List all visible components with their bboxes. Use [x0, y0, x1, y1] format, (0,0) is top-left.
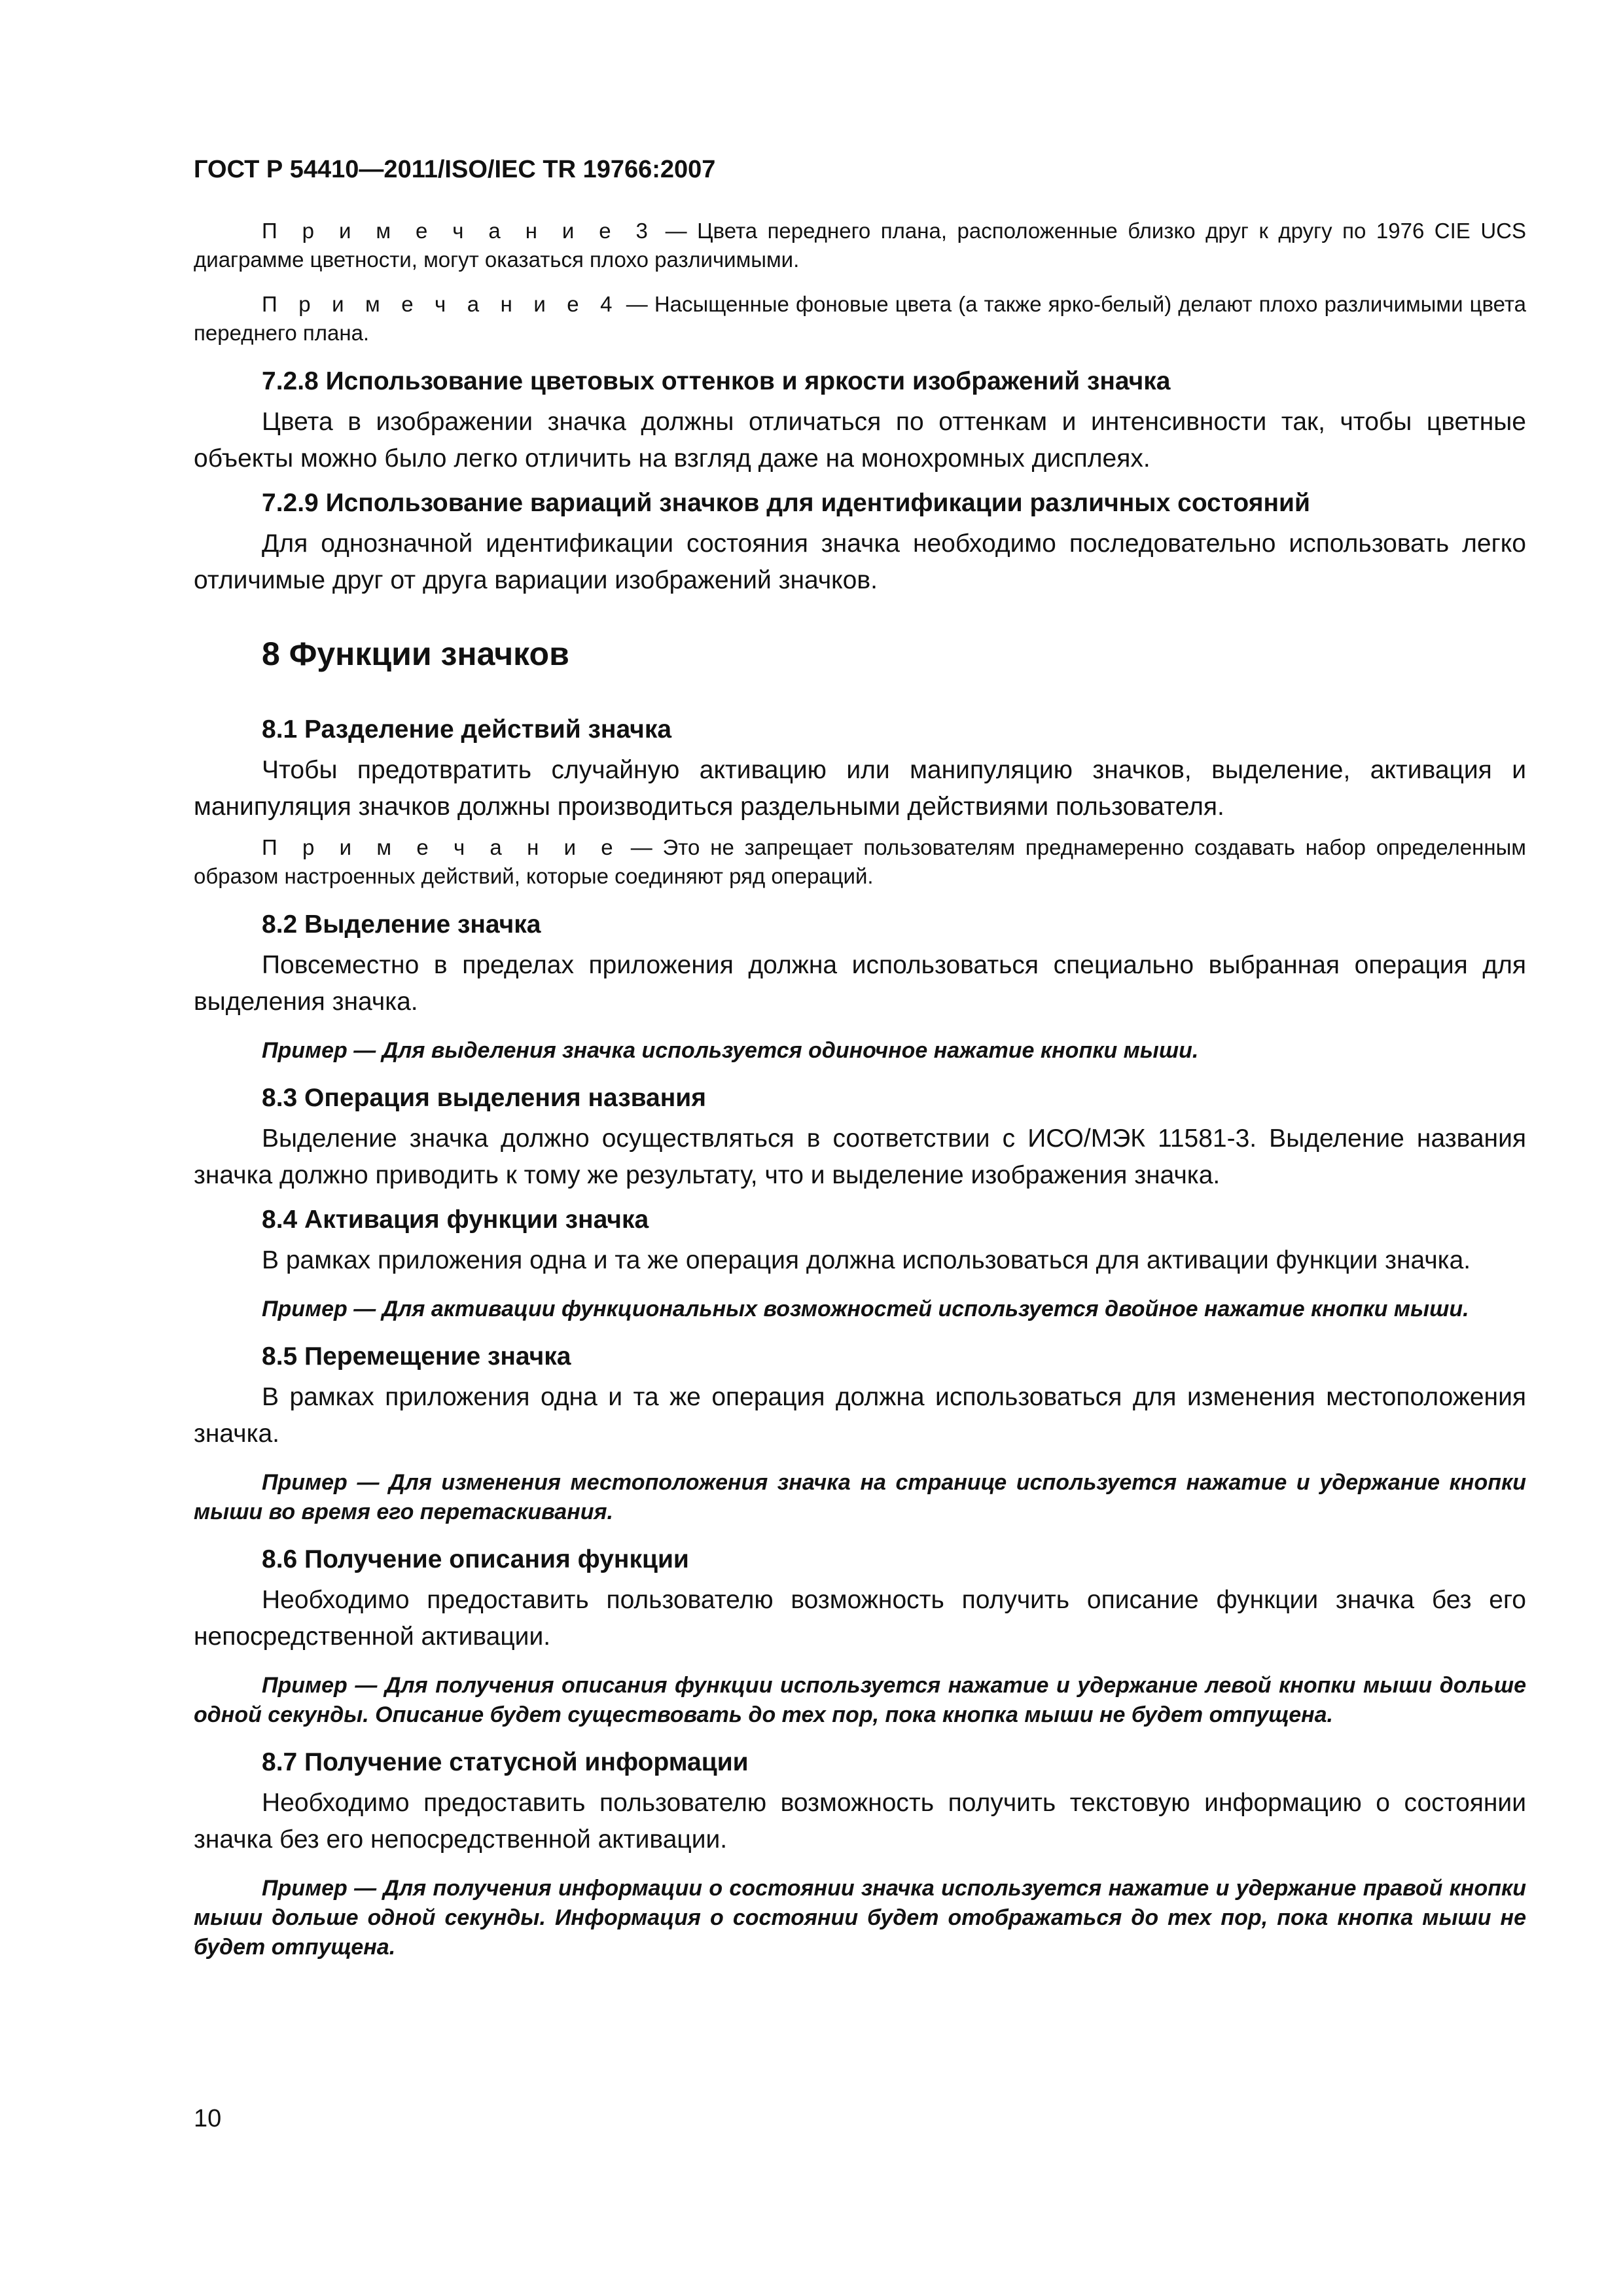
document-header: ГОСТ Р 54410—2011/ISO/IEC TR 19766:2007: [194, 156, 716, 183]
heading-8-1: 8.1 Разделение действий значка: [262, 715, 672, 744]
paragraph-8-6: Необходимо предоставить пользователю возможность получить описание функции значка без его непосредственной активации.: [194, 1586, 1526, 1651]
heading-7-2-8: 7.2.8 Использование цветовых оттенков и яркости изображений значка: [262, 367, 1171, 395]
heading-8-7: 8.7 Получение статусной информации: [262, 1748, 749, 1776]
heading-8-5: 8.5 Перемещение значка: [262, 1342, 571, 1371]
example-8-4: Пример — Для активации функциональных возможностей используется двойное нажатие кнопки мыши.: [262, 1297, 1469, 1321]
note-label: П р и м е ч а н и е: [262, 835, 620, 859]
note-8-1: [194, 833, 1526, 891]
note-text: — Насыщенные фоновые цвета (а также ярко-белый) делают плохо различимыми цвета переднего плана.: [194, 292, 1527, 345]
example-8-5: Пример — Для изменения местоположения значка на странице используется нажатие и удержание кнопки мыши во время его перетаскивания.: [194, 1470, 1526, 1524]
document-page: [194, 156, 1526, 1977]
page-number: 10: [194, 2105, 222, 2132]
heading-8-6: 8.6 Получение описания функции: [262, 1545, 689, 1573]
note-text: — Цвета переднего плана, расположенные близко друг к другу по 1976 CIE UCS диаграмме цветности, могут оказаться плохо различимыми.: [194, 219, 1526, 272]
paragraph-8-2: Повсеместно в пределах приложения должна использоваться специально выбранная операция для выделения значка.: [194, 951, 1526, 1016]
section-8-title: 8 Функции значков: [262, 636, 569, 672]
note-label: П р и м е ч а н и е 3: [262, 219, 656, 243]
paragraph-7-2-9: Для однозначной идентификации состояния значка необходимо последовательно использовать легко отличимые друг от друга вариации изображений значков.: [194, 529, 1526, 594]
paragraph-8-5: В рамках приложения одна и та же операция должна использоваться для изменения местоположения значка.: [194, 1383, 1526, 1448]
heading-7-2-9: 7.2.9 Использование вариаций значков для идентификации различных состояний: [262, 489, 1310, 517]
paragraph-8-1: Чтобы предотвратить случайную активацию или манипуляцию значков, выделение, активация и манипуляция значков должны производиться раздельными действиями пользователя.: [194, 756, 1526, 821]
heading-8-2: 8.2 Выделение значка: [262, 910, 541, 939]
paragraph-7-2-8: Цвета в изображении значка должны отличаться по оттенкам и интенсивности так, чтобы цветные объекты можно было легко отличить на взгляд даже на монохромных дисплеях.: [194, 408, 1526, 473]
paragraph-8-3: Выделение значка должно осуществляться в соответствии с ИСО/МЭК 11581-3. Выделение названия значка должно приводить к тому же результату, что и выделение изображения значка.: [194, 1124, 1526, 1189]
note-3: [194, 217, 1526, 274]
example-8-6: Пример — Для получения описания функции используется нажатие и удержание левой кнопки мыши дольше одной секунды. Описание будет существовать до тех пор, пока кнопка мыши не будет отпущена.: [194, 1673, 1526, 1727]
note-4: [194, 290, 1526, 348]
example-8-7: Пример — Для получения информации о состоянии значка используется нажатие и удержание правой кнопки мыши дольше одной секунды. Информация о состоянии будет отображаться до тех пор, пока кнопка мыши не будет отпущена.: [194, 1876, 1526, 1960]
heading-8-3: 8.3 Операция выделения названия: [262, 1084, 707, 1112]
paragraph-8-4: В рамках приложения одна и та же операция должна использоваться для активации функции значка.: [262, 1246, 1471, 1274]
note-text: — Это не запрещает пользователям преднамеренно создавать набор определенным образом настроенных действий, которые соединяют ряд операций.: [194, 835, 1526, 888]
paragraph-8-7: Необходимо предоставить пользователю возможность получить текстовую информацию о состоянии значка без его непосредственной активации.: [194, 1789, 1526, 1854]
example-8-2: Пример — Для выделения значка используется одиночное нажатие кнопки мыши.: [262, 1038, 1199, 1063]
note-label: П р и м е ч а н и е 4: [262, 292, 620, 316]
heading-8-4: 8.4 Активация функции значка: [262, 1206, 649, 1234]
